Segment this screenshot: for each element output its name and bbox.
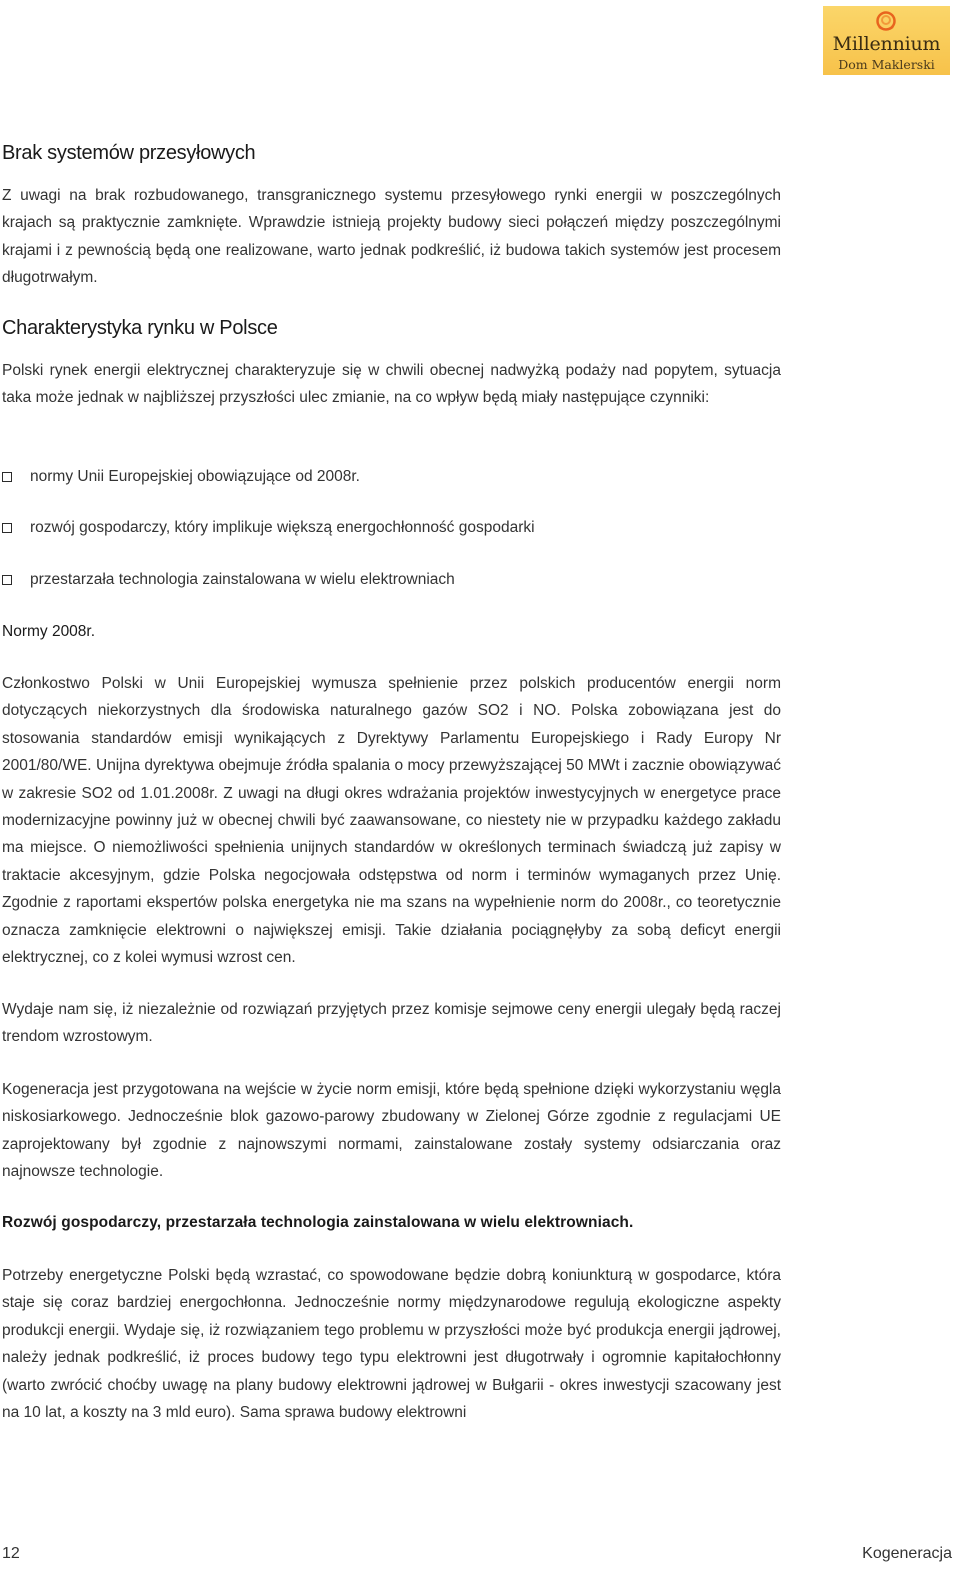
checkbox-bullet-icon <box>2 575 12 585</box>
paragraph-norms-2: Wydaje nam się, iż niezależnie od rozwiązań przyjętych przez komisje sejmowe ceny energii ulegały będą raczej trendom wzrostowym. <box>2 1001 781 1046</box>
subheading-economic-growth: Rozwój gospodarczy, przestarzała technologia zainstalowana w wielu elektrowniach. <box>2 1214 634 1231</box>
millennium-swirl-icon <box>876 11 896 31</box>
section-heading-market-poland: Charakterystyka rynku w Polsce <box>2 317 278 339</box>
checkbox-bullet-icon <box>2 523 12 533</box>
logo-brand-name: Millennium <box>832 33 941 55</box>
paragraph-norms-3: Kogeneracja jest przygotowana na wejście w życie norm emisji, które będą spełnione dzięki wykorzystaniu węgla niskosiarkowego. Jednocześnie blok gazowo-parowy zbudowany w Zielonej Górze zgodnie z regulacjami UE zaprojektowany był zgodnie z najnowszymi normami, zainstalowane zostały systemy odsiarczania oraz najnowsze technologie. <box>2 1081 781 1181</box>
logo-subtitle: Dom Maklerski <box>838 57 935 72</box>
section-heading-transmission: Brak systemów przesyłowych <box>2 142 256 164</box>
paragraph-market-poland: Polski rynek energii elektrycznej charakteryzuje się w chwili obecnej nadwyżką podaży nad popytem, sytuacja taka może jednak w najbliższej przyszłości ulec zmianie, na co wpływ będą miały następujące czynniki: <box>2 362 781 407</box>
bullet-label: rozwój gospodarczy, który implikuje większą energochłonność gospodarki <box>30 519 535 536</box>
bullet-label: normy Unii Europejskiej obowiązujące od 2008r. <box>30 468 360 485</box>
page-number: 12 <box>2 1545 20 1562</box>
footer-section-name: Kogeneracja <box>862 1545 952 1562</box>
paragraph-economic-growth: Potrzeby energetyczne Polski będą wzrastać, co spowodowane będzie dobrą koniunkturą w gospodarce, która staje się coraz bardziej energochłonna. Jednocześnie normy międzynarodowe regulują ekologiczne aspekty produkcji energii. Wydaje się, iż rozwiązaniem tego problemu w przyszłości może być produkcja energii jądrowej, należy jednak podkreślić, iż proces budowy tego typu elektrowni jest długotrwały i ogromnie kapitałochłonny (warto zwrócić choćby uwagę na plany budowy elektrowni jądrowej w Bułgarii - okres inwestycji szacowany jest na 10 lat, a koszty na 3 mld euro). Sama sprawa budowy elektrowni <box>2 1267 781 1422</box>
bullet-label: przestarzała technologia zainstalowana w wielu elektrowniach <box>30 571 455 588</box>
checkbox-bullet-icon <box>2 472 12 482</box>
subheading-norms-2008: Normy 2008r. <box>2 623 96 640</box>
paragraph-norms-1: Członkostwo Polski w Unii Europejskiej wymusza spełnienie przez polskich producentów energii norm dotyczących niekorzystnych dla środowiska naturalnego gazów SO2 i NO. Polska zobowiązana jest do stosowania standardów emisji wynikających z Dyrektywy Parlamentu Europejskiego i Rady Europy Nr 2001/80/WE. Unijna dyrektywa obejmuje źródła spalania o mocy przewyższającej 50 MWt i zacznie obowiązywać w zakresie SO2 od 1.01.2008r. Z uwagi na długi okres wdrażania projektów inwestycyjnych w energetyce prace modernizacyjne powinny już w obecnej chwili być zaawansowane, co niestety nie w przypadku każdego zakładu ma miejsce. O niemożliwości spełnienia unijnych standardów w określonych terminach świadczą już zapisy w traktacie akcesyjnym, gdzie Polska negocjowała odstępstwa od norm i terminów wymaganych przez Unię. Zgodnie z raportami ekspertów polska energetyka nie ma szans na wypełnienie norm do 2008r., co teoretycznie oznacza zamknięcie elektrowni o największej emisji. Takie działania pociągnęłyby za sobą deficyt energii elektrycznej, co z kolei wymusi wzrost cen. <box>2 675 781 967</box>
paragraph-transmission: Z uwagi na brak rozbudowanego, transgranicznego systemu przesyłowego rynki energii w poszczególnych krajach są praktycznie zamknięte. Wprawdzie istnieją projekty budowy sieci połączeń między poszczególnymi krajami i z pewnością będą one realizowane, warto jednak podkreślić, iż budowa takich systemów jest procesem długotrwałym. <box>2 187 781 287</box>
company-logo <box>823 6 950 75</box>
